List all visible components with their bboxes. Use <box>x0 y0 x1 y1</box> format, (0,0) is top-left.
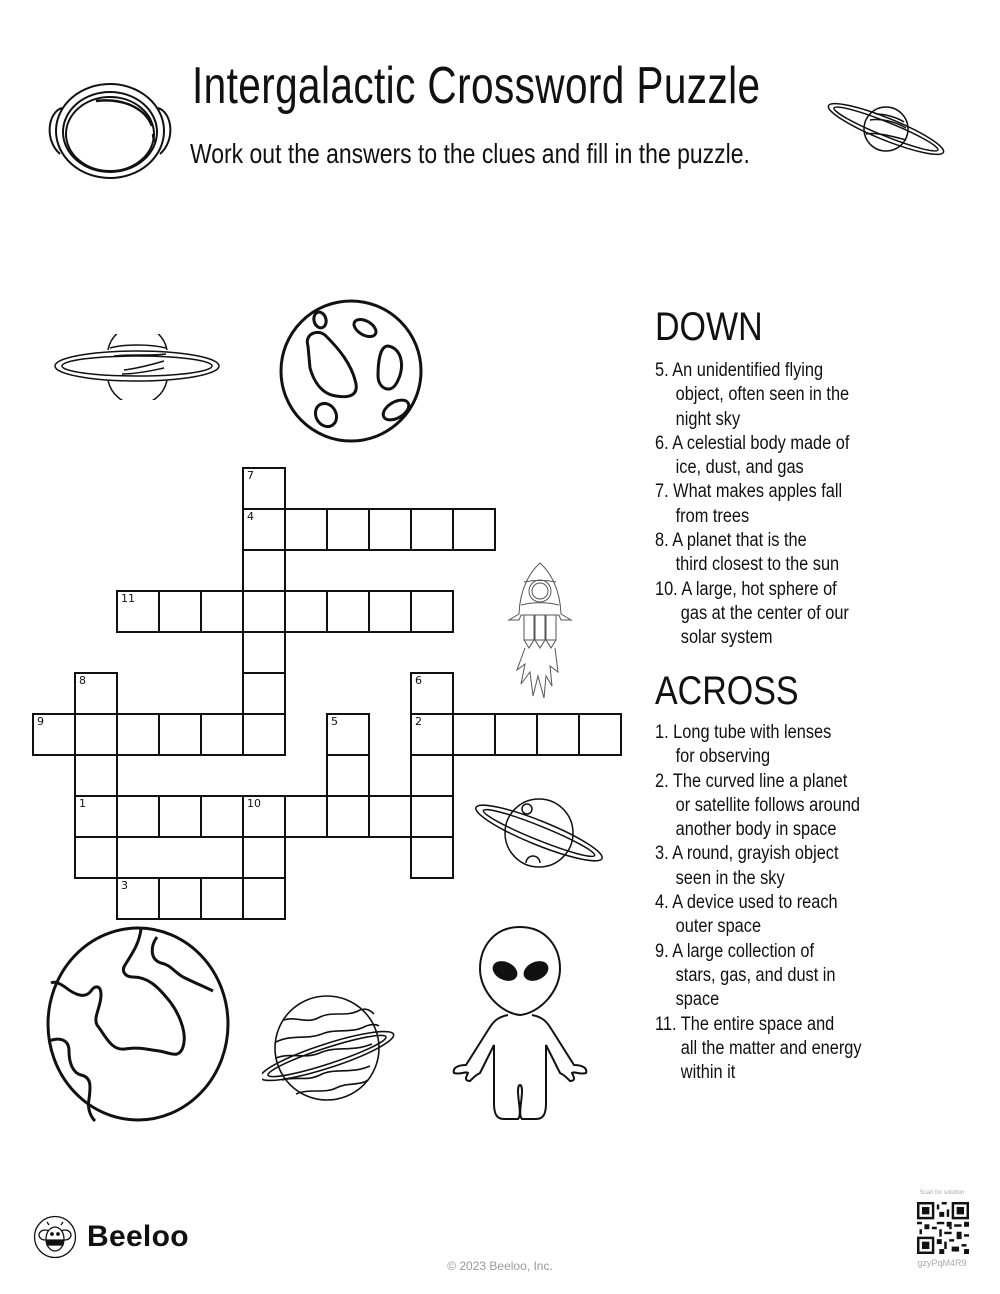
clue-number: 4. <box>655 892 669 914</box>
crossword-cell[interactable] <box>410 795 454 838</box>
clue-first-line <box>655 529 839 553</box>
crossword-cell[interactable] <box>368 795 412 838</box>
clue-text <box>655 940 836 1013</box>
clue-line-text: A device used to reach <box>672 892 838 914</box>
qr-code-id: gzyPqM4R9 <box>917 1258 967 1268</box>
clue-number: 9. <box>655 940 669 962</box>
clue-continuation-line: from trees <box>675 505 750 527</box>
clue-line-text: A round, grayish object <box>672 843 839 865</box>
crossword-cell[interactable] <box>158 877 202 920</box>
crossword-cell[interactable] <box>200 590 244 633</box>
clue-line-text: A large, hot sphere of <box>681 578 837 600</box>
clue-text <box>655 432 849 481</box>
clue-number: 3 <box>121 879 128 892</box>
page-title-text: Intergalactic Crossword Puzzle <box>192 57 761 115</box>
crossword-cell[interactable] <box>368 508 412 551</box>
crossword-cell[interactable] <box>242 631 286 674</box>
clue-continuation-line: night sky <box>675 408 741 430</box>
clue-continuation-line: within it <box>680 1062 736 1084</box>
down-clues-section <box>655 305 881 651</box>
clue-number: 5 <box>331 715 338 728</box>
across-clue-list <box>655 721 895 1085</box>
clue-number: 3. <box>655 843 669 865</box>
clue-number: 11. <box>655 1013 677 1035</box>
clue-first-line <box>655 842 839 866</box>
clue-first-line <box>655 770 860 794</box>
crossword-cell[interactable] <box>74 795 118 838</box>
clue-item <box>655 721 895 770</box>
crossword-cell[interactable] <box>410 590 454 633</box>
crossword-cell[interactable] <box>200 713 244 756</box>
clue-text <box>655 770 860 843</box>
crossword-cell[interactable] <box>410 672 454 715</box>
clue-item <box>655 359 881 432</box>
clue-number: 8 <box>79 674 86 687</box>
clue-first-line <box>655 1013 862 1037</box>
crossword-cell[interactable] <box>452 713 496 756</box>
crossword-cell[interactable] <box>578 713 622 756</box>
clue-text <box>655 721 831 770</box>
clue-line-text: The curved line a planet <box>672 770 848 792</box>
crossword-cell[interactable] <box>326 795 370 838</box>
across-heading-text: ACROSS <box>655 669 799 713</box>
crossword-cell[interactable] <box>494 713 538 756</box>
clue-number: 4 <box>247 510 254 523</box>
down-heading-text: DOWN <box>655 305 763 349</box>
crossword-grid <box>0 0 640 930</box>
banded-planet-icon <box>262 990 402 1110</box>
clue-number: 5. <box>655 360 669 381</box>
clue-first-line <box>655 940 836 964</box>
crossword-cell[interactable] <box>158 590 202 633</box>
across-clues-section <box>655 669 895 1085</box>
crossword-cell[interactable] <box>242 713 286 756</box>
clue-number: 2 <box>415 715 422 728</box>
qr-label: Scan for solution <box>919 1190 965 1196</box>
crossword-cell[interactable] <box>242 672 286 715</box>
crossword-cell[interactable] <box>368 590 412 633</box>
crossword-cell[interactable] <box>242 467 286 510</box>
alien-icon <box>450 925 590 1125</box>
crossword-cell[interactable] <box>116 590 160 633</box>
crossword-cell[interactable] <box>242 836 286 879</box>
clue-continuation-line: outer space <box>675 916 762 938</box>
crossword-cell[interactable] <box>410 836 454 879</box>
clue-continuation-line: all the matter and energy <box>680 1037 862 1059</box>
clue-first-line <box>655 359 849 383</box>
clue-continuation-line: stars, gas, and dust in <box>675 964 836 986</box>
clue-number: 1 <box>79 797 86 810</box>
crossword-cell[interactable] <box>326 590 370 633</box>
clue-number: 1. <box>655 722 669 743</box>
crossword-cell[interactable] <box>116 795 160 838</box>
clue-continuation-line: another body in space <box>675 819 837 841</box>
crossword-cell[interactable] <box>74 754 118 797</box>
clue-line-text: A planet that is the <box>672 530 807 552</box>
clue-line-text: A large collection of <box>672 940 814 962</box>
clue-text <box>655 891 838 940</box>
crossword-cell[interactable] <box>200 795 244 838</box>
clue-continuation-line: third closest to the sun <box>675 554 840 576</box>
clue-text <box>655 359 849 432</box>
crossword-cell[interactable] <box>242 590 286 633</box>
qr-code-icon[interactable] <box>917 1202 969 1254</box>
brand-name: Beeloo <box>87 1220 189 1253</box>
down-clue-list <box>655 359 881 651</box>
page-subtitle-text: Work out the answers to the clues and fill in the puzzle. <box>190 138 750 169</box>
clue-item <box>655 770 895 843</box>
earth-icon <box>45 925 235 1125</box>
clue-first-line <box>655 480 842 504</box>
crossword-cell[interactable] <box>242 795 286 838</box>
clue-item <box>655 1013 895 1086</box>
crossword-cell[interactable] <box>200 877 244 920</box>
crossword-cell[interactable] <box>116 877 160 920</box>
clue-item <box>655 578 881 651</box>
saturn-icon <box>826 90 950 160</box>
brand-logo[interactable] <box>33 1215 189 1259</box>
clue-continuation-line: space <box>675 989 720 1011</box>
crossword-cell[interactable] <box>452 508 496 551</box>
clue-continuation-line: solar system <box>680 627 773 649</box>
crossword-cell[interactable] <box>242 877 286 920</box>
clue-first-line <box>655 891 838 915</box>
crossword-cell[interactable] <box>326 754 370 797</box>
down-heading <box>655 305 881 351</box>
crossword-cell[interactable] <box>326 713 370 756</box>
clue-first-line <box>655 721 831 745</box>
crossword-cell[interactable] <box>326 508 370 551</box>
clue-item <box>655 529 881 578</box>
crossword-cell[interactable] <box>242 549 286 592</box>
clue-continuation-line: seen in the sky <box>675 867 785 889</box>
crossword-cell[interactable] <box>410 713 454 756</box>
crossword-cell[interactable] <box>242 508 286 551</box>
clue-continuation-line: for observing <box>675 746 771 768</box>
crossword-cell[interactable] <box>158 713 202 756</box>
clue-number: 9 <box>37 715 44 728</box>
clue-number: 10 <box>247 797 261 810</box>
clue-number: 11 <box>121 592 135 605</box>
clue-line-text: A celestial body made of <box>672 432 850 454</box>
clue-item <box>655 940 895 1013</box>
clue-text <box>655 529 839 578</box>
clue-number: 2. <box>655 770 669 792</box>
crossword-cell[interactable] <box>74 713 118 756</box>
crossword-cell[interactable] <box>32 713 76 756</box>
crossword-cell[interactable] <box>410 508 454 551</box>
clue-text <box>655 1013 862 1086</box>
clue-number: 8. <box>655 530 669 552</box>
clue-continuation-line: or satellite follows around <box>675 794 861 816</box>
crossword-cell[interactable] <box>284 508 328 551</box>
clue-number: 7 <box>247 469 254 482</box>
clue-continuation-line: object, often seen in the <box>675 384 850 406</box>
across-heading <box>655 669 895 715</box>
clue-item <box>655 480 881 529</box>
clue-line-text: An unidentified flying <box>672 360 824 381</box>
clue-number: 6. <box>655 432 669 454</box>
crossword-cell[interactable] <box>116 713 160 756</box>
clue-text <box>655 480 842 529</box>
clue-text <box>655 842 839 891</box>
clue-number: 7. <box>655 481 669 503</box>
clue-line-text: Long tube with lenses <box>673 722 832 743</box>
clue-continuation-line: gas at the center of our <box>680 602 849 624</box>
clue-item <box>655 891 895 940</box>
clue-item <box>655 432 881 481</box>
clue-continuation-line: ice, dust, and gas <box>675 457 804 479</box>
crossword-cell[interactable] <box>74 672 118 715</box>
clue-first-line <box>655 578 849 602</box>
clue-line-text: What makes apples fall <box>673 481 843 503</box>
crossword-cell[interactable] <box>410 754 454 797</box>
clue-number: 10. <box>655 578 678 600</box>
crossword-cell[interactable] <box>158 795 202 838</box>
clue-number: 6 <box>415 674 422 687</box>
crossword-cell[interactable] <box>284 795 328 838</box>
crossword-cell[interactable] <box>284 590 328 633</box>
crossword-cell[interactable] <box>74 836 118 879</box>
clue-first-line <box>655 432 849 456</box>
clue-text <box>655 578 849 651</box>
copyright-text: © 2023 Beeloo, Inc. <box>447 1259 553 1273</box>
crossword-cell[interactable] <box>536 713 580 756</box>
bee-logo-icon <box>33 1215 77 1259</box>
clue-item <box>655 842 895 891</box>
clue-line-text: The entire space and <box>680 1013 835 1035</box>
